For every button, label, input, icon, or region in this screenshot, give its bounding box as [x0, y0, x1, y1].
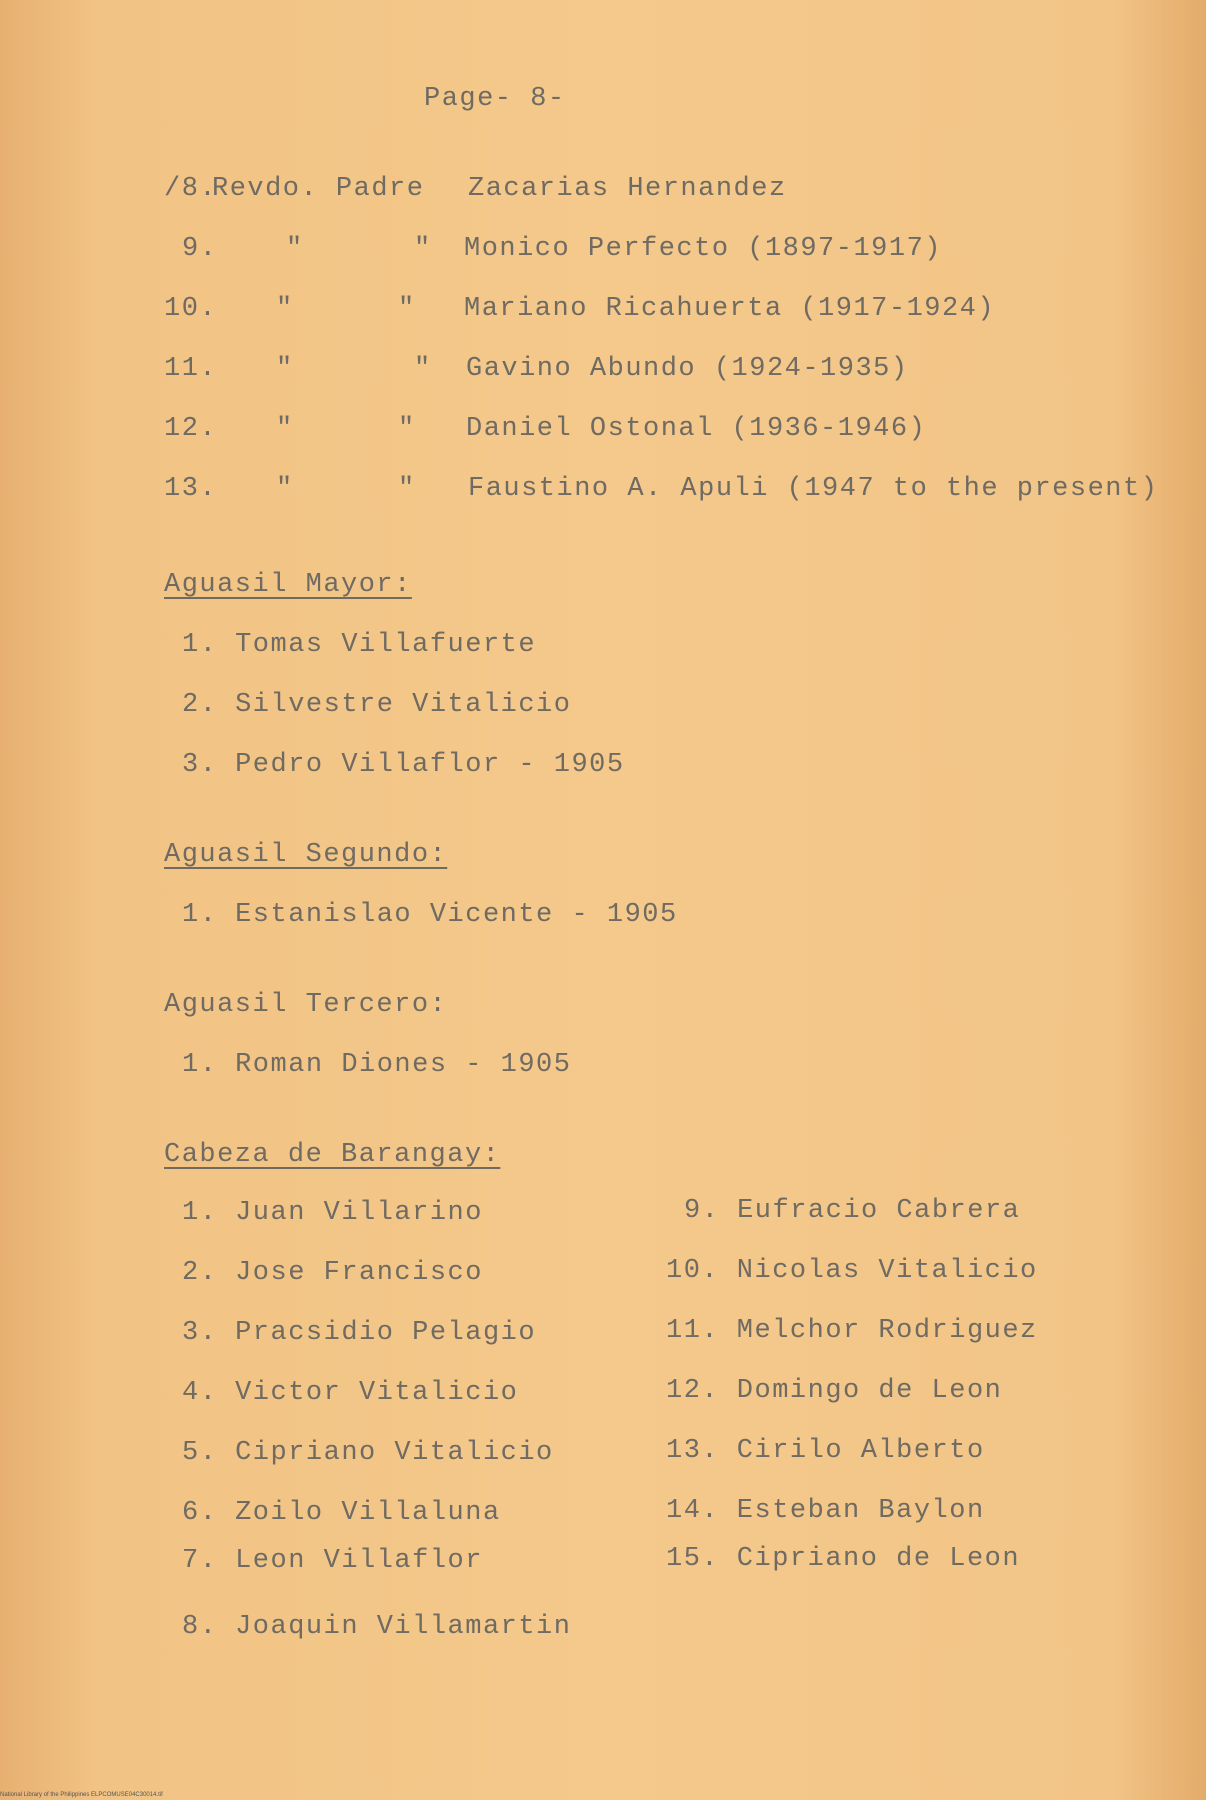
priest-number: 10.	[164, 294, 218, 324]
priest-name: Gavino Abundo (1924-1935)	[466, 354, 909, 384]
priest-number: 13.	[164, 474, 218, 504]
list-item: 1. Juan Villarino	[182, 1198, 483, 1228]
priest-name: Daniel Ostonal (1936-1946)	[466, 414, 927, 444]
priest-number: /8.	[164, 174, 218, 204]
list-item: 8. Joaquin Villamartin	[182, 1612, 572, 1642]
priest-title: Revdo. Padre	[212, 174, 425, 204]
scan-footer: National Library of the Philippines ELPCOMUSE04C30014.tif	[0, 1792, 163, 1798]
list-item: 3. Pracsidio Pelagio	[182, 1318, 537, 1348]
ditto-mark: "	[276, 354, 294, 384]
list-item: 14. Esteban Baylon	[666, 1496, 985, 1526]
priest-number: 12.	[164, 414, 218, 444]
list-item: 13. Cirilo Alberto	[666, 1436, 985, 1466]
list-item: 10. Nicolas Vitalicio	[666, 1256, 1038, 1286]
list-item: 2. Silvestre Vitalicio	[182, 690, 572, 720]
page-header: Page- 8-	[424, 84, 566, 114]
ditto-mark: "	[276, 414, 294, 444]
list-item: 1. Roman Diones - 1905	[182, 1050, 572, 1080]
priest-name: Monico Perfecto (1897-1917)	[464, 234, 942, 264]
list-item: 4. Victor Vitalicio	[182, 1378, 519, 1408]
list-item: 6. Zoilo Villaluna	[182, 1498, 501, 1528]
ditto-mark: "	[398, 414, 416, 444]
ditto-mark: "	[398, 474, 416, 504]
ditto-mark: "	[398, 294, 416, 324]
list-item: 7. Leon Villaflor	[182, 1546, 483, 1576]
priest-number: 9.	[182, 234, 218, 264]
list-item: 15. Cipriano de Leon	[666, 1544, 1021, 1574]
section-heading: Aguasil Tercero:	[164, 990, 448, 1020]
list-item: 1. Estanislao Vicente - 1905	[182, 900, 678, 930]
section-heading: Aguasil Segundo:	[164, 840, 448, 870]
list-item: 1. Tomas Villafuerte	[182, 630, 537, 660]
section-heading: Aguasil Mayor:	[164, 570, 412, 600]
ditto-mark: "	[414, 234, 432, 264]
priest-name: Faustino A. Apuli (1947 to the present)	[468, 474, 1159, 504]
list-item: 11. Melchor Rodriguez	[666, 1316, 1038, 1346]
priest-number: 11.	[164, 354, 218, 384]
ditto-mark: "	[286, 234, 304, 264]
list-item: 12. Domingo de Leon	[666, 1376, 1003, 1406]
list-item: 9. Eufracio Cabrera	[684, 1196, 1021, 1226]
ditto-mark: "	[414, 354, 432, 384]
section-heading: Cabeza de Barangay:	[164, 1140, 501, 1170]
priest-name: Mariano Ricahuerta (1917-1924)	[464, 294, 996, 324]
ditto-mark: "	[276, 474, 294, 504]
ditto-mark: "	[276, 294, 294, 324]
list-item: 5. Cipriano Vitalicio	[182, 1438, 554, 1468]
priest-name: Zacarias Hernandez	[468, 174, 787, 204]
list-item: 2. Jose Francisco	[182, 1258, 483, 1288]
list-item: 3. Pedro Villaflor - 1905	[182, 750, 625, 780]
